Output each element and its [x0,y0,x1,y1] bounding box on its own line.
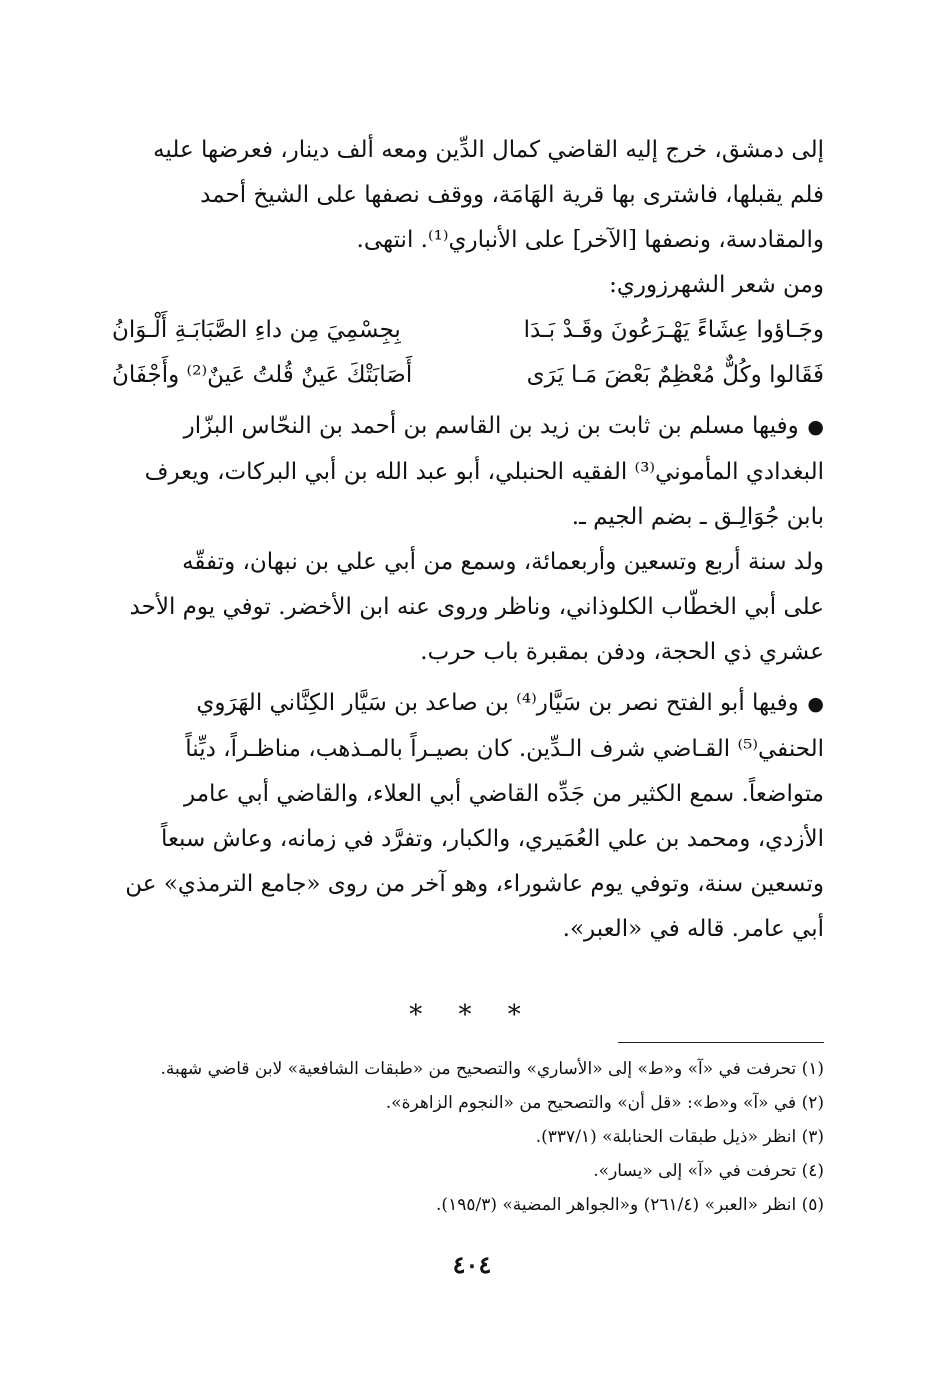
entry-line: ولد سنة أربع وتسعين وأربعمائة، وسمع من أبي علي بن نبهان، وتفقّه [182,549,824,575]
entry-paragraph [112,681,824,952]
bullet-icon: ● [807,693,824,715]
footnote-divider [618,1042,824,1043]
entry-line: على أبي الخطّاب الكلوذاني، وناظر وروى عنه ابن الأخضر. توفي يوم الأحد [129,594,824,620]
intro-line: إلى دمشق، خرج إليه القاضي كمال الدِّين ومعه ألف دينار، فعرضها عليه [153,137,824,163]
entry-line: أبي عامر. قاله في «العبر». [562,916,824,942]
footnote: (٢) في «آ» و«ط»: «قل أن» والتصحيح من «النجوم الزاهرة». [385,1093,824,1113]
entry-line: الحنفي⁽⁵⁾ القـاضي شرف الـدِّين. كان بصيـراً بالمـذهب، مناظـراً، ديِّناً [185,736,824,762]
page-number: ٤٠٤ [452,1250,492,1279]
entry-line: وفيها أبو الفتح نصر بن سَيَّار⁽⁴⁾ بن صاعد بن سَيَّار الكِنَّاني الهَرَوي [196,690,799,716]
entry-line: عشري ذي الحجة، ودفن بمقبرة باب حرب. [420,639,824,665]
verse-first-half: فَقَالوا وكُلٌّ مُعْظِمٌ بَعْضَ مَـا يَرَى [526,362,824,388]
intro-line: فلم يقبلها، فاشترى بها قرية الهَامَة، ووقف نصفها على الشيخ أحمد [200,182,824,208]
bullet-icon: ● [807,416,824,438]
footnote: (٥) انظر «العبر» (٢٦١/٤) و«الجواهر المضية» (١٩٥/٣). [436,1195,824,1215]
entry-line: متواضعاً. سمع الكثير من جَدِّه القاضي أبي العلاء، والقاضي أبي عامر [184,781,824,807]
entry-line: وفيها مسلم بن ثابت بن زيد بن القاسم بن أحمد بن النحّاس البزّار [183,413,799,439]
verse [112,353,824,398]
entry-line: البغدادي المأموني⁽³⁾ الفقيه الحنبلي، أبو عبد الله بن أبي البركات، ويعرف [144,459,824,485]
entry-paragraph [112,404,824,540]
entry-line: الأزدي، ومحمد بن علي العُمَيري، والكبار، وتفرَّد في زمانه، وعاش سبعاً [160,826,824,852]
poem [112,308,824,398]
intro-paragraph [112,128,824,263]
footnotes [112,1052,824,1222]
footnote: (٤) تحرفت في «آ» إلى «يسار». [593,1161,824,1181]
verse-second-half: بِجِسْمِيَ مِن داءِ الصَّبَابَـةِ أَلْـوَانُ [112,317,401,343]
entry-line: بابن جُوَالِـق ـ بضم الجيم ـ. [571,504,824,530]
verse-first-half: وجَـاؤوا عِشَاءً يَهْـرَعُونَ وقَـدْ بَـدَا [523,317,824,343]
entry-paragraph [112,540,824,675]
footnote: (١) تحرفت في «آ» و«ط» إلى «الأساري» والتصحيح من «طبقات الشافعية» لابن قاضي شهبة. [160,1059,824,1079]
entry-line: وتسعين سنة، وتوفي يوم عاشوراء، وهو آخر من روى «جامع الترمذي» عن [125,871,824,897]
section-separator: * * * [409,1000,535,1030]
main-text [112,128,824,952]
footnote: (٣) انظر «ذيل طبقات الحنابلة» (٣٣٧/١). [535,1127,824,1147]
verse-second-half: أَصَابَتْكَ عَينٌ قُلتُ عَينٌ⁽²⁾ وأَجْفَانُ [112,362,413,388]
verse [112,308,824,353]
intro-line: والمقادسة، ونصفها [الآخر] على الأنباري⁽¹⁾. انتهى. [356,227,824,253]
poetry-intro: ومن شعر الشهرزوري: [609,272,824,298]
